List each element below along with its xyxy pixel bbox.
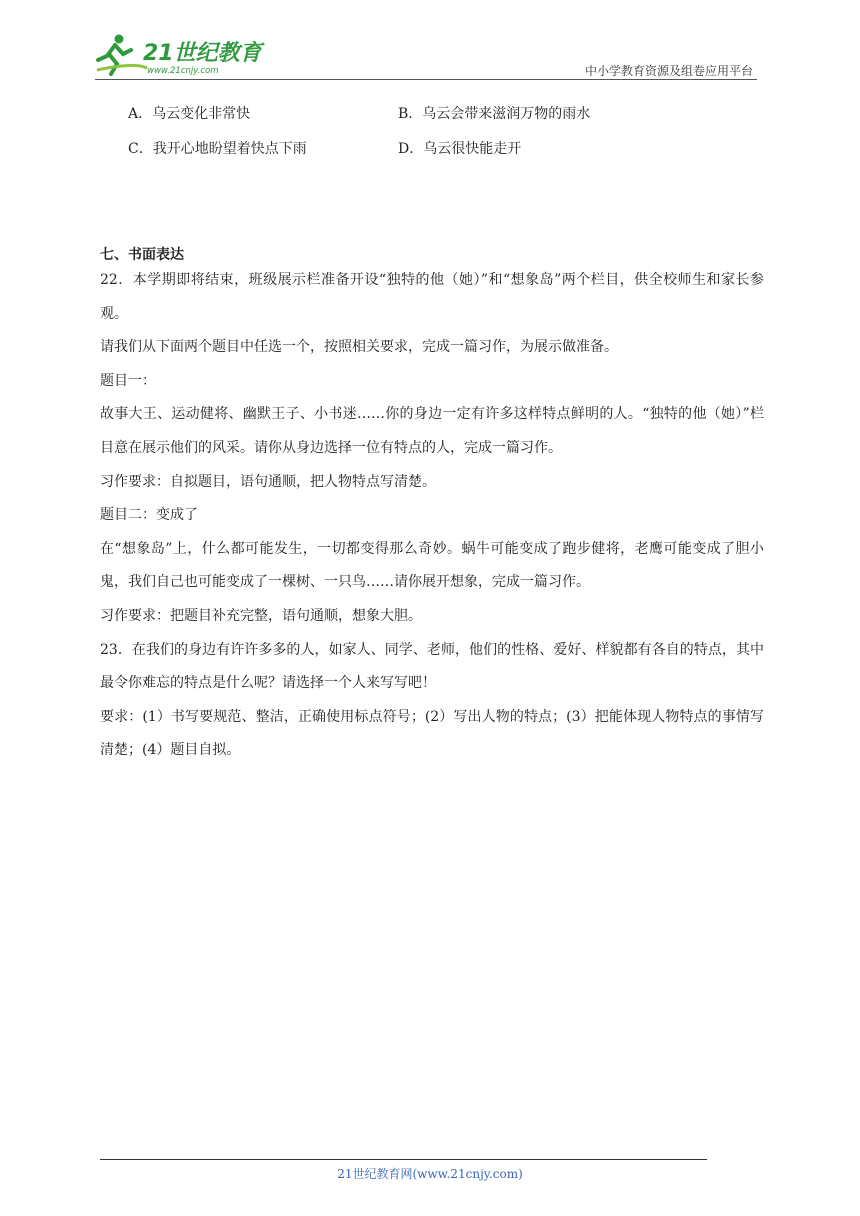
question-22-instruction: 请我们从下面两个题目中任选一个，按照相关要求，完成一篇习作，为展示做准备。 [100,339,618,356]
footer-text: 21世纪教育网(www.21cnjy.com) [337,1167,523,1181]
platform-name: 中小学教育资源及组卷应用平台 [584,64,753,78]
topic-one-label: 题目一： [100,372,156,389]
svg-text:21世纪教育: 21世纪教育 [143,41,262,66]
topic-two-requirements: 习作要求：把题目补充完整，语句通顺，想象大胆。 [100,607,422,624]
site-logo [95,32,270,76]
topic-two-label: 题目二：变成了 [100,507,198,524]
running-figure-icon [97,35,147,75]
option-b: B．乌云会带来滋润万物的雨水 [398,106,591,122]
option-d: D．乌云很快能走开 [398,141,522,157]
topic-two-description: 在“想象岛”上，什么都可能发生，一切都变得那么奇妙。蜗牛可能变成了跑步健将，老鹰可能变成了胆小鬼，我们自己也可能变成了一棵树、一只鸟……请你展开想象，完成一篇习作。 [100,540,764,591]
page-content [100,103,764,768]
question-23: 23．在我们的身边有许许多多的人，如家人、同学、老师，他们的性格、爱好、样貌都有各自的特点，其中最令你难忘的特点是什么呢？请选择一个人来写写吧！ [100,641,764,692]
header-divider [95,79,757,80]
topic-one-requirements: 习作要求：自拟题目，语句通顺，把人物特点写清楚。 [100,473,436,490]
option-c: C．我开心地盼望着快点下雨 [128,141,307,157]
question-23-requirements: 要求：(1）书写要规范、整洁，正确使用标点符号；(2）写出人物的特点；(3）把能体现人物特点的事情写清楚；(4）题目自拟。 [100,708,764,759]
footer-divider [100,1159,707,1160]
option-a: A．乌云变化非常快 [128,106,251,122]
svg-text:www.21cnjy.com: www.21cnjy.com [147,66,219,76]
question-22: 22．本学期即将结束，班级展示栏准备开设“独特的他（她）”和“想象岛”两个栏目，供全校师生和家长参观。 [100,272,764,322]
section-title: 七、书面表达 [100,247,184,263]
answer-options [100,103,764,173]
topic-one-description: 故事大王、运动健将、幽默王子、小书迷……你的身边一定有许多这样特点鲜明的人。“独特的他（她）”栏目意在展示他们的风采。请你从身边选择一位有特点的人，完成一篇习作。 [100,406,764,456]
page-header [95,28,757,80]
